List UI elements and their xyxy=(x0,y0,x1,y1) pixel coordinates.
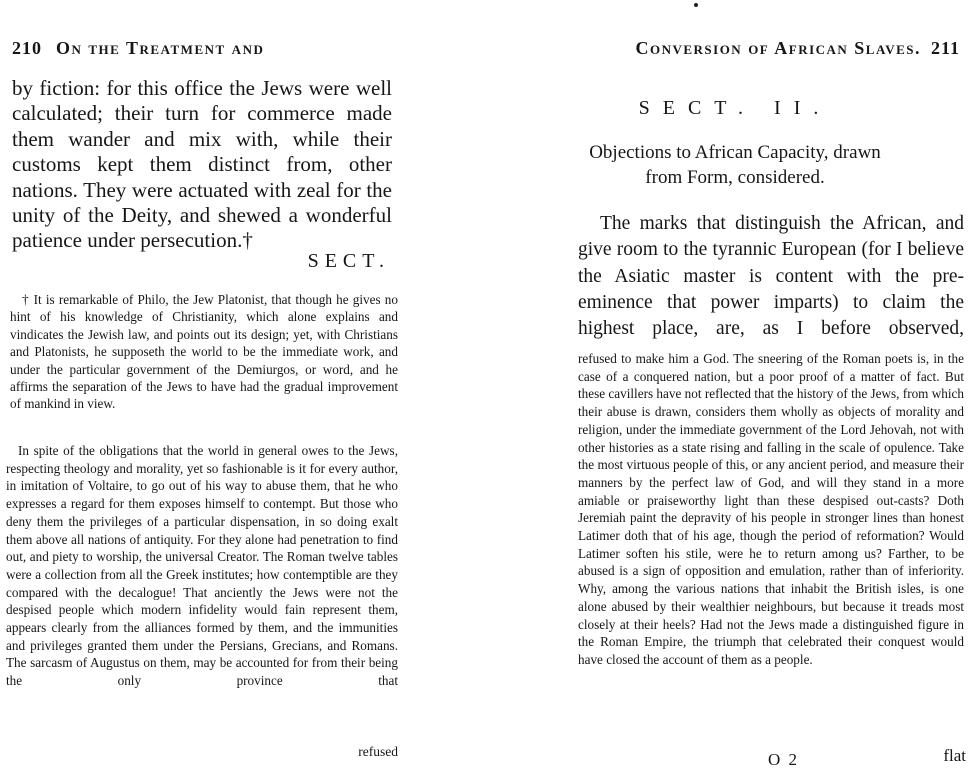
subheading-line-1: Objections to African Capacity, drawn xyxy=(589,142,881,163)
left-head-title: On the Treatment and xyxy=(56,38,265,58)
right-body-content: The marks that distinguish the African, and give room to the tyrannic European (for I believe the Asiatic master is content with the pre-eminence that power imparts) to claim the highest place, are, as I before observed, xyxy=(578,213,964,340)
signature-mark: O 2 xyxy=(768,750,800,769)
right-page-number: 211 xyxy=(930,38,960,58)
footnote-jews-text: In spite of the obligations that the world in general owes to the Jews, respecting theology and morality, yet so fashionable is it for every author, in imitation of Voltaire, to go out of his way to abuse them, that he who expresses a regard for them exposes himself to contempt. But those who deny them the privileges of a particular dispensation, in so doing exalt them above all nations of antiquity. For they alone had penetration to find out, and piety to worship, the universal Creator. The Roman twelve tables were a collection from all the Greek institutes; how contemptible are they compared with the decalogue! That anciently the Jews were not the despised people which modern infidelity would fain represent them, appears clearly from the alliances formed by them, and the immunities and privileges granted them under the Persians, Grecians, and Romans. The sarcasm of Augustus on them, may be accounted for from their being the only province that xyxy=(6,443,398,689)
section-heading: SECT. II. xyxy=(638,97,832,119)
left-body-text: by fiction: for this office the Jews were well calculated; their turn for commerce made them wander and mix with, while their customs kept them distinct from, other nations. They were actuated with zeal for the unity of the Deity, and shewed a wonderful patience under persecution.† xyxy=(12,76,392,253)
right-running-head xyxy=(635,38,960,59)
left-running-head xyxy=(12,38,264,59)
left-catchword: refused xyxy=(358,744,398,759)
left-section-label: SECT. xyxy=(307,250,390,272)
left-footnote-philo xyxy=(10,291,398,413)
subheading-line-2: from Form, considered. xyxy=(645,167,825,188)
right-body-text xyxy=(578,211,964,342)
right-catchword: flat xyxy=(943,746,966,765)
left-page-number: 210 xyxy=(12,38,42,58)
left-footnote-jews xyxy=(6,442,398,690)
footnote-philo-text: † It is remarkable of Philo, the Jew Platonist, that though he gives no hint of his knowledge of Christianity, which alone explains and vindicates the Jewish law, and points out its design; yet, with Christians and Platonists, he supposeth the world to be the immediate work, and under the particular government of the Demiurgos, or word, and he affirms the separation of the Jews to have had the gradual improvement of mankind in view. xyxy=(10,292,398,412)
right-page xyxy=(490,0,980,772)
right-footnote-continuation: refused to make him a God. The sneering of the Roman poets is, in the case of a conquered nation, but a poor proof of a matter of fact. But these cavillers have not reflected that the history of the Jews, from which their abuse is drawn, considers them wholly as objects of morality and religion, under the immediate government of the Lord Jehovah, not with other histories as a state rising and falling in the scale of opulence. Take the most virtuous people of this, or any ancient period, and measure their manners by the perfect law of God, and will they stand in a more amiable or praiseworthy light than these despised out-casts? Doth Jeremiah paint the depravity of his people in stronger lines than honest Latimer doth that of his age, though the period of reformation? Would Latimer soften his stile, were he to return among us? Farther, to be abused is a sign of opposition and emulation, rather than of inferiority. Why, among the various nations that inhabit the British isles, is one alone abused by their wealthier neighbours, but because it treads most closely at their heels? Had not the Jews made a distinguished figure in the Roman Empire, the triumph that celebrated their conquest would have closed the account of them as a people. xyxy=(578,351,964,667)
section-subheading xyxy=(490,140,980,190)
right-head-title: Conversion of African Slaves. xyxy=(635,38,921,58)
